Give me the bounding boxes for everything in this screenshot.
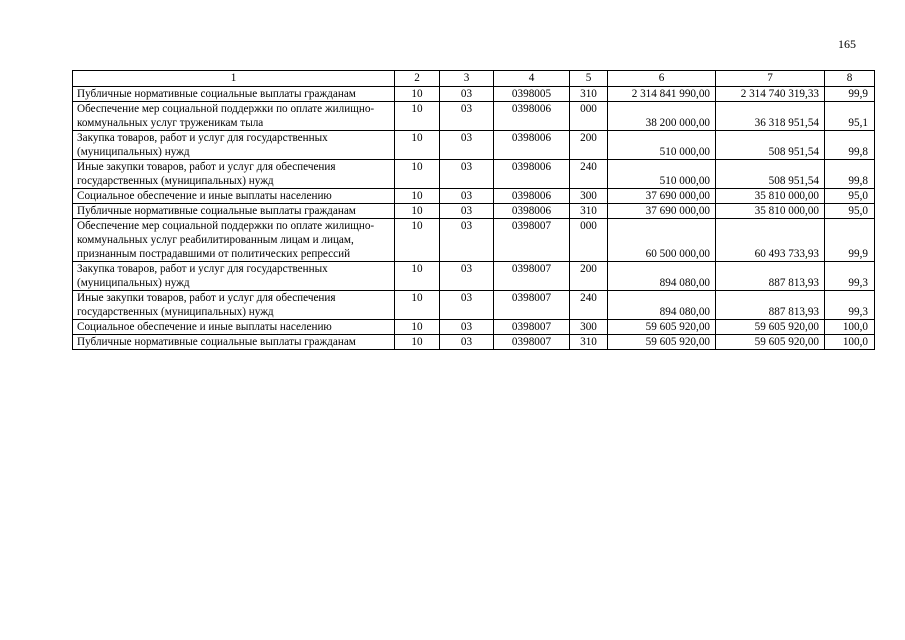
execution-percent-cell: 99,9	[825, 219, 875, 262]
row-name-cell: Публичные нормативные социальные выплаты гражданам	[73, 335, 395, 350]
target-article-cell: 0398006	[494, 102, 570, 131]
column-header: 2	[395, 71, 440, 87]
row-name-cell: Закупка товаров, работ и услуг для государственных (муниципальных) нужд	[73, 131, 395, 160]
actual-amount-cell: 35 810 000,00	[716, 189, 825, 204]
target-article-cell: 0398006	[494, 160, 570, 189]
target-article-cell: 0398007	[494, 320, 570, 335]
subsection-cell: 03	[440, 131, 494, 160]
row-name-cell: Социальное обеспечение и иные выплаты населению	[73, 320, 395, 335]
expense-type-cell: 200	[570, 262, 608, 291]
row-name-cell: Обеспечение мер социальной поддержки по оплате жилищно-коммунальных услуг реабилитированным лицам и лицам, признанным пострадавшими от политических репрессий	[73, 219, 395, 262]
planned-amount-cell: 510 000,00	[608, 160, 716, 189]
target-article-cell: 0398006	[494, 131, 570, 160]
table-row	[73, 320, 875, 335]
planned-amount-cell: 60 500 000,00	[608, 219, 716, 262]
subsection-cell: 03	[440, 291, 494, 320]
expense-type-cell: 000	[570, 102, 608, 131]
expense-type-cell: 200	[570, 131, 608, 160]
table-row	[73, 335, 875, 350]
actual-amount-cell: 887 813,93	[716, 291, 825, 320]
planned-amount-cell: 894 080,00	[608, 291, 716, 320]
row-name-cell: Публичные нормативные социальные выплаты гражданам	[73, 87, 395, 102]
planned-amount-cell: 510 000,00	[608, 131, 716, 160]
expense-type-cell: 310	[570, 335, 608, 350]
row-name-cell: Социальное обеспечение и иные выплаты населению	[73, 189, 395, 204]
subsection-cell: 03	[440, 189, 494, 204]
column-header: 3	[440, 71, 494, 87]
expense-type-cell: 240	[570, 291, 608, 320]
section-cell: 10	[395, 204, 440, 219]
execution-percent-cell: 99,8	[825, 131, 875, 160]
page-number: 165	[838, 37, 856, 51]
planned-amount-cell: 37 690 000,00	[608, 189, 716, 204]
planned-amount-cell: 59 605 920,00	[608, 320, 716, 335]
planned-amount-cell: 59 605 920,00	[608, 335, 716, 350]
subsection-cell: 03	[440, 204, 494, 219]
table-row	[73, 219, 875, 262]
subsection-cell: 03	[440, 262, 494, 291]
expense-type-cell: 300	[570, 320, 608, 335]
expense-type-cell: 000	[570, 219, 608, 262]
target-article-cell: 0398007	[494, 219, 570, 262]
planned-amount-cell: 894 080,00	[608, 262, 716, 291]
table-row	[73, 291, 875, 320]
target-article-cell: 0398005	[494, 87, 570, 102]
subsection-cell: 03	[440, 102, 494, 131]
actual-amount-cell: 508 951,54	[716, 131, 825, 160]
target-article-cell: 0398007	[494, 262, 570, 291]
actual-amount-cell: 508 951,54	[716, 160, 825, 189]
target-article-cell: 0398006	[494, 204, 570, 219]
table-row	[73, 102, 875, 131]
section-cell: 10	[395, 335, 440, 350]
row-name-cell: Публичные нормативные социальные выплаты гражданам	[73, 204, 395, 219]
table-header-row	[73, 71, 875, 87]
actual-amount-cell: 60 493 733,93	[716, 219, 825, 262]
expense-type-cell: 240	[570, 160, 608, 189]
subsection-cell: 03	[440, 335, 494, 350]
planned-amount-cell: 38 200 000,00	[608, 102, 716, 131]
planned-amount-cell: 37 690 000,00	[608, 204, 716, 219]
table-row	[73, 131, 875, 160]
actual-amount-cell: 59 605 920,00	[716, 335, 825, 350]
expense-type-cell: 310	[570, 204, 608, 219]
row-name-cell: Иные закупки товаров, работ и услуг для обеспечения государственных (муниципальных) нужд	[73, 291, 395, 320]
section-cell: 10	[395, 262, 440, 291]
section-cell: 10	[395, 291, 440, 320]
section-cell: 10	[395, 219, 440, 262]
section-cell: 10	[395, 87, 440, 102]
actual-amount-cell: 35 810 000,00	[716, 204, 825, 219]
table-row	[73, 262, 875, 291]
column-header: 8	[825, 71, 875, 87]
subsection-cell: 03	[440, 160, 494, 189]
actual-amount-cell: 887 813,93	[716, 262, 825, 291]
target-article-cell: 0398007	[494, 291, 570, 320]
execution-percent-cell: 99,3	[825, 291, 875, 320]
table-row	[73, 87, 875, 102]
actual-amount-cell: 36 318 951,54	[716, 102, 825, 131]
execution-percent-cell: 95,1	[825, 102, 875, 131]
subsection-cell: 03	[440, 320, 494, 335]
actual-amount-cell: 2 314 740 319,33	[716, 87, 825, 102]
subsection-cell: 03	[440, 219, 494, 262]
execution-percent-cell: 99,8	[825, 160, 875, 189]
column-header: 1	[73, 71, 395, 87]
column-header: 4	[494, 71, 570, 87]
actual-amount-cell: 59 605 920,00	[716, 320, 825, 335]
expense-type-cell: 310	[570, 87, 608, 102]
table-row	[73, 204, 875, 219]
section-cell: 10	[395, 160, 440, 189]
target-article-cell: 0398007	[494, 335, 570, 350]
planned-amount-cell: 2 314 841 990,00	[608, 87, 716, 102]
row-name-cell: Закупка товаров, работ и услуг для государственных (муниципальных) нужд	[73, 262, 395, 291]
execution-percent-cell: 99,3	[825, 262, 875, 291]
table-row	[73, 189, 875, 204]
execution-percent-cell: 100,0	[825, 335, 875, 350]
section-cell: 10	[395, 102, 440, 131]
section-cell: 10	[395, 131, 440, 160]
row-name-cell: Иные закупки товаров, работ и услуг для обеспечения государственных (муниципальных) нужд	[73, 160, 395, 189]
column-header: 6	[608, 71, 716, 87]
column-header: 5	[570, 71, 608, 87]
target-article-cell: 0398006	[494, 189, 570, 204]
execution-percent-cell: 99,9	[825, 87, 875, 102]
subsection-cell: 03	[440, 87, 494, 102]
budget-table	[72, 70, 875, 350]
section-cell: 10	[395, 320, 440, 335]
execution-percent-cell: 95,0	[825, 204, 875, 219]
row-name-cell: Обеспечение мер социальной поддержки по оплате жилищно-коммунальных услуг труженикам тыла	[73, 102, 395, 131]
expense-type-cell: 300	[570, 189, 608, 204]
execution-percent-cell: 95,0	[825, 189, 875, 204]
table-row	[73, 160, 875, 189]
section-cell: 10	[395, 189, 440, 204]
execution-percent-cell: 100,0	[825, 320, 875, 335]
column-header: 7	[716, 71, 825, 87]
